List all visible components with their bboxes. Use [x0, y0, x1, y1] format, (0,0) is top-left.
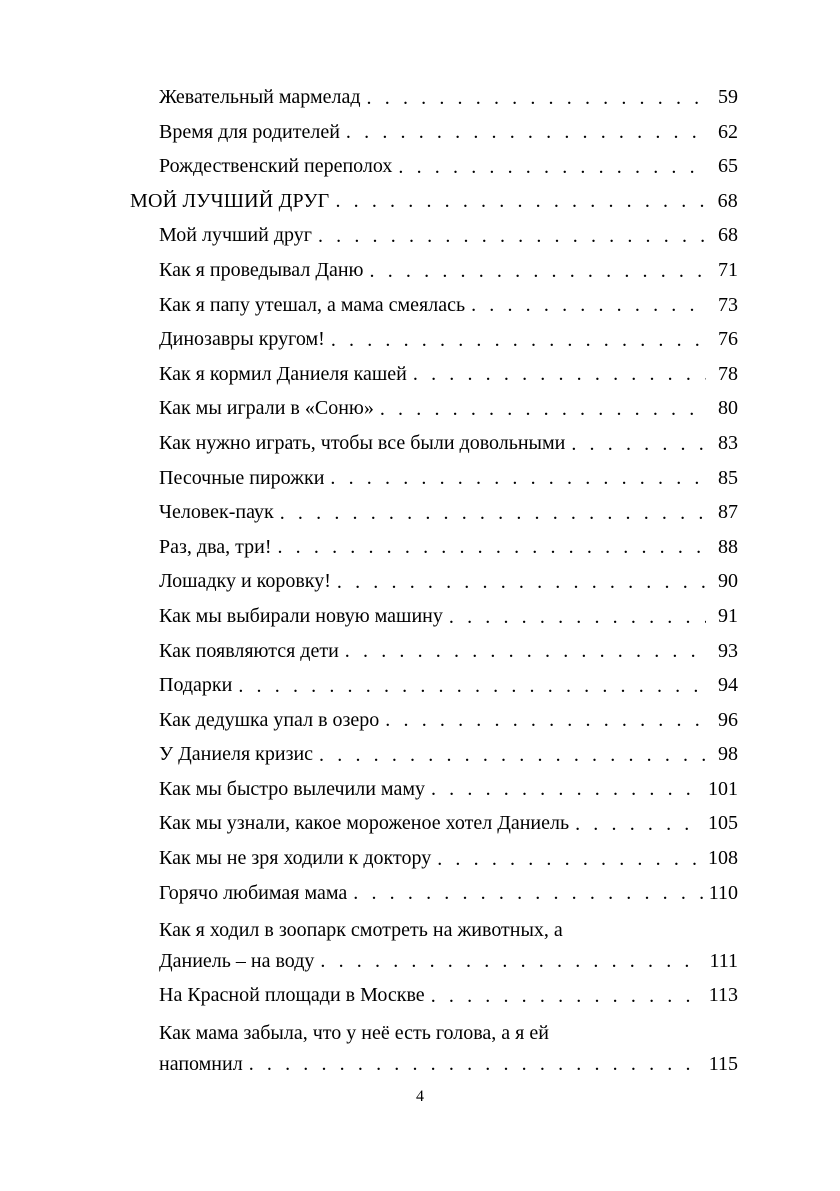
toc-entry-page: 101: [708, 777, 738, 800]
toc-leader-dots: [370, 254, 706, 288]
toc-entry-page: 94: [718, 674, 738, 697]
toc-leader-dots: [449, 600, 706, 634]
toc-entry[interactable]: [130, 841, 738, 876]
toc-leader-dots: [380, 392, 706, 426]
toc-leader-dots: [318, 219, 706, 253]
toc-entry[interactable]: [130, 599, 738, 634]
toc-entry-title: Горячо любимая мама: [159, 881, 348, 904]
toc-leader-dots: [238, 669, 706, 703]
toc-leader-dots: [335, 184, 706, 218]
toc-entry[interactable]: [130, 80, 738, 115]
toc-entry-page: 96: [718, 708, 738, 731]
toc-entry-title: Как мы выбирали новую машину: [159, 604, 443, 627]
toc-entry-page: 85: [718, 466, 738, 489]
toc-entry-title: У Даниеля кризис: [159, 743, 314, 766]
toc-leader-dots: [330, 461, 706, 495]
toc-entry[interactable]: [130, 703, 738, 738]
toc-entry[interactable]: [130, 495, 738, 530]
toc-entry-title-line2: Даниель – на воду: [159, 950, 315, 973]
toc-leader-dots: [471, 288, 706, 322]
toc-entry-page: 76: [718, 328, 738, 351]
toc-entry-page: 87: [718, 501, 738, 524]
toc-entry-title-line2-row: [159, 1047, 738, 1081]
toc-leader-dots: [353, 876, 702, 910]
toc-entry[interactable]: [130, 668, 738, 703]
toc-entry-page: 91: [718, 604, 738, 627]
toc-entry-page: 78: [718, 362, 738, 385]
toc-entry[interactable]: [130, 288, 738, 323]
toc-entry-title: Жевательный мармелад: [159, 86, 361, 108]
toc-entry[interactable]: [130, 530, 738, 565]
toc-leader-dots: [367, 81, 706, 115]
toc-leader-dots: [320, 944, 703, 978]
toc-entry-title: Как мы узнали, какое мороженое хотел Даниель: [159, 812, 570, 835]
toc-entry-title: Подарки: [159, 674, 233, 697]
toc-leader-dots: [431, 772, 702, 806]
toc-entry-page: 62: [718, 120, 738, 143]
toc-entry-title: Как я проведывал Даню: [159, 258, 364, 281]
toc-leader-dots: [277, 530, 706, 564]
toc-entry-title: Как появляются дети: [159, 639, 339, 662]
toc-leader-dots: [398, 150, 706, 184]
toc-entry-page: 110: [708, 881, 738, 904]
toc-leader-dots: [437, 842, 702, 876]
toc-entry[interactable]: [130, 634, 738, 669]
toc-entry[interactable]: [130, 218, 738, 253]
toc-entry[interactable]: [130, 391, 738, 426]
toc-entry-title-line1: Как мама забыла, что у неё есть голова, а я ей: [159, 1021, 549, 1044]
toc-leader-dots: [249, 1047, 703, 1081]
toc-entry-title-line2-row: [159, 944, 738, 978]
toc-leader-dots: [280, 496, 706, 530]
toc-entry-page: 71: [718, 258, 738, 281]
toc-entry[interactable]: [130, 357, 738, 392]
toc-entry[interactable]: [130, 115, 738, 150]
toc-entry-title: Рождественский переполох: [159, 155, 393, 178]
toc-entry[interactable]: [130, 322, 738, 357]
toc-entry-title: Как мы быстро вылечили маму: [159, 777, 425, 800]
toc-entry-page: 65: [718, 155, 738, 178]
toc-entry-page: 93: [718, 639, 738, 662]
toc-entry-title: Как нужно играть, чтобы все были довольными: [159, 431, 566, 454]
toc-entry-title-block: [159, 1013, 738, 1081]
toc-entry[interactable]: [130, 253, 738, 288]
toc-entry-page: 88: [718, 535, 738, 558]
toc-entry-page: 98: [718, 743, 738, 766]
toc-leader-dots: [345, 634, 706, 668]
toc-entry-page: 115: [708, 1052, 738, 1075]
toc-entry-page: 80: [718, 397, 738, 420]
toc-entry-title-line2: напомнил: [159, 1052, 243, 1075]
toc-entry[interactable]: [130, 564, 738, 599]
toc-entry-title: Человек-паук: [159, 501, 274, 524]
toc-entry-page: 111: [709, 950, 738, 973]
toc-leader-dots: [413, 357, 706, 391]
toc-entry-title: Как мы играли в «Соню»: [159, 397, 374, 420]
toc-leader-dots: [346, 115, 706, 149]
toc-leader-dots: [319, 738, 706, 772]
toc-leader-dots: [337, 565, 706, 599]
toc-entry[interactable]: [130, 978, 738, 1013]
toc-leader-dots: [571, 427, 706, 461]
toc-entry[interactable]: [130, 806, 738, 841]
toc-entry-page: 90: [718, 570, 738, 593]
toc-entry-title: Как мы не зря ходили к доктору: [159, 847, 432, 870]
toc-entry-page: 83: [718, 431, 738, 454]
page-number: 4: [416, 1088, 424, 1105]
toc-entry[interactable]: [130, 772, 738, 807]
toc-entry[interactable]: [130, 149, 738, 184]
toc-entry-page: 68: [717, 189, 738, 212]
toc-entry-title-block: [159, 910, 738, 978]
toc-entry-page: 113: [708, 984, 738, 1007]
toc-entry-title: Как дедушка упал в озеро: [159, 708, 380, 731]
toc-entry-multiline[interactable]: [130, 910, 738, 978]
toc-entry[interactable]: [130, 876, 738, 911]
toc-entry[interactable]: [130, 461, 738, 496]
toc-entry-title: Как я кормил Даниеля кашей: [159, 362, 407, 385]
toc-chapter-entry[interactable]: [130, 184, 738, 219]
toc-entry-page: 105: [708, 812, 738, 835]
toc-entry-title: Время для родителей: [159, 120, 340, 143]
toc-leader-dots: [431, 979, 703, 1013]
toc-leader-dots: [331, 323, 706, 357]
table-of-contents: [130, 80, 738, 1081]
toc-entry-page: 73: [718, 293, 738, 316]
toc-entry-title: Раз, два, три!: [159, 535, 272, 558]
toc-entry-title: Динозавры кругом!: [159, 328, 325, 351]
toc-chapter-title: МОЙ ЛУЧШИЙ ДРУГ: [130, 189, 330, 212]
toc-entry-multiline[interactable]: [130, 1013, 738, 1081]
toc-entry-page: 59: [718, 86, 738, 108]
toc-entry-title: Лошадку и коровку!: [159, 570, 331, 593]
toc-leader-dots: [385, 703, 706, 737]
toc-entry-title: Песочные пирожки: [159, 466, 325, 489]
toc-entry[interactable]: [130, 737, 738, 772]
toc-entry-page: 68: [718, 224, 738, 247]
toc-entry-title: Как я папу утешал, а мама смеялась: [159, 293, 466, 316]
toc-entry-title-line1: Как я ходил в зоопарк смотреть на животных, а: [159, 919, 563, 942]
toc-entry-title: Мой лучший друг: [159, 224, 312, 247]
toc-leader-dots: [575, 807, 702, 841]
toc-entry-page: 108: [708, 847, 738, 870]
toc-entry[interactable]: [130, 426, 738, 461]
toc-entry-title: На Красной площади в Москве: [159, 984, 425, 1007]
